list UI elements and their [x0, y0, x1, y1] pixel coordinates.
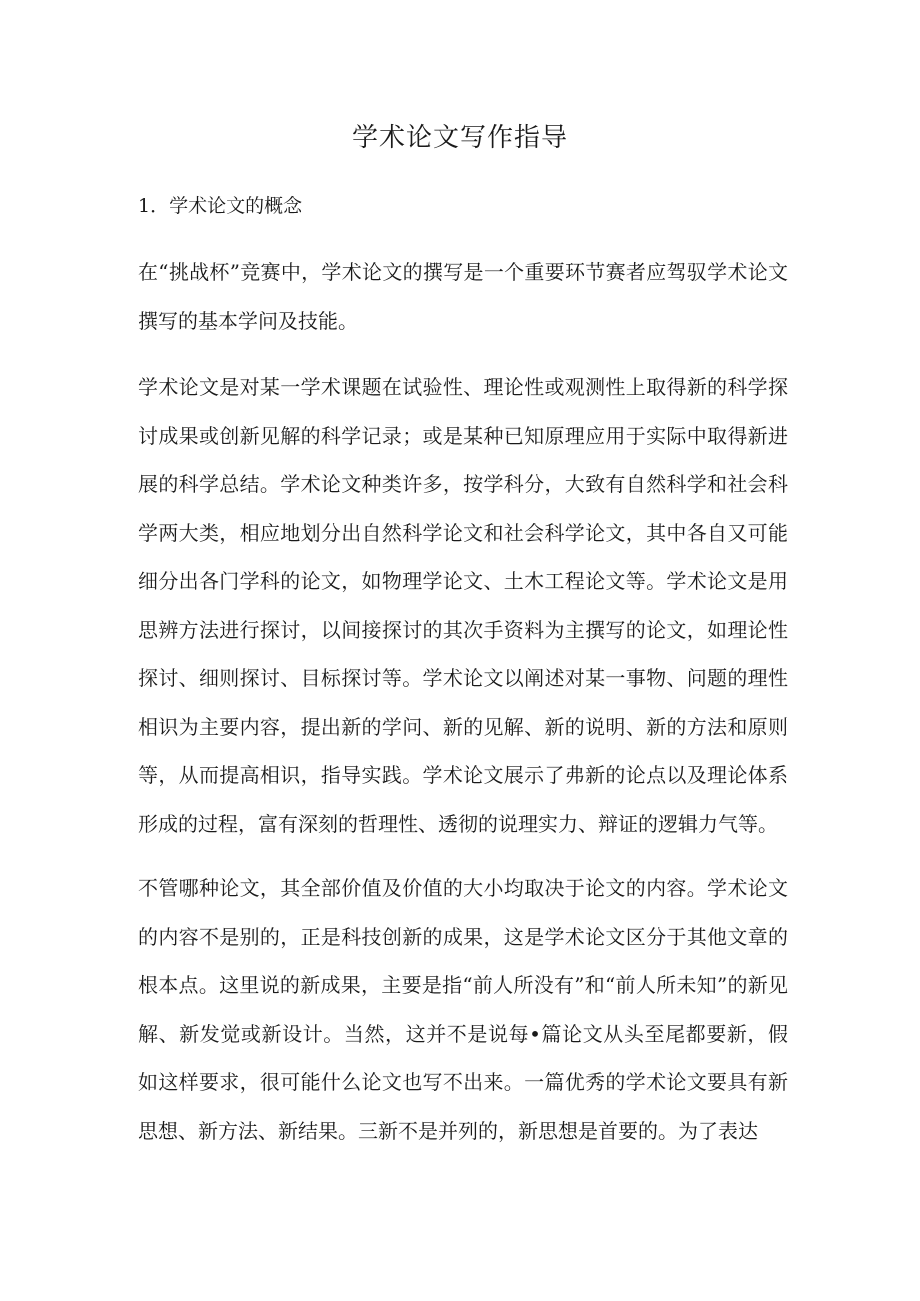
paragraph-content-value: 不管哪种论文，其全部价值及价值的大小均取决于论文的内容。学术论文的内容不是别的，正是科技创新的成果，这是学术论文区分于其他文章的根本点。这里说的新成果，主要是指“前人所没有”和“前人所未知”的新见解、新发觉或新设计。当然，这并不是说每•篇论文从头至尾都要新，假如这样要求，很可能什么论文也写不出来。一篇优秀的学术论文要具有新思想、新方法、新结果。三新不是并列的，新思想是首要的。为了表达: [138, 876, 788, 1143]
document-title: 学术论文写作指导: [351, 123, 568, 153]
section-heading: 1．学术论文的概念: [138, 195, 303, 217]
paragraph-intro: 在“挑战杯”竞赛中，学术论文的撰写是一个重要环节赛者应驾驭学术论文撰写的基本学问及技能。: [138, 260, 788, 333]
paragraph-definition: 学术论文是对某一学术课题在试验性、理论性或观测性上取得新的科学探讨成果或创新见解的科学记录；或是某种已知原理应用于实际中取得新进展的科学总结。学术论文种类许多，按学科分，大致有自然科学和社会科学两大类，相应地划分出自然科学论文和社会科学论文，其中各自又可能细分出各门学科的论文，如物理学论文、土木工程论文等。学术论文是用思辨方法进行探讨，以间接探讨的其次手资料为主撰写的论文，如理论性探讨、细则探讨、目标探讨等。学术论文以阐述对某一事物、问题的理性相识为主要内容，提出新的学问、新的见解、新的说明、新的方法和原则等，从而提高相识，指导实践。学术论文展示了弗新的论点以及理论体系形成的过程，富有深刻的哲理性、透彻的说理实力、辩证的逻辑力气等。: [138, 375, 788, 836]
